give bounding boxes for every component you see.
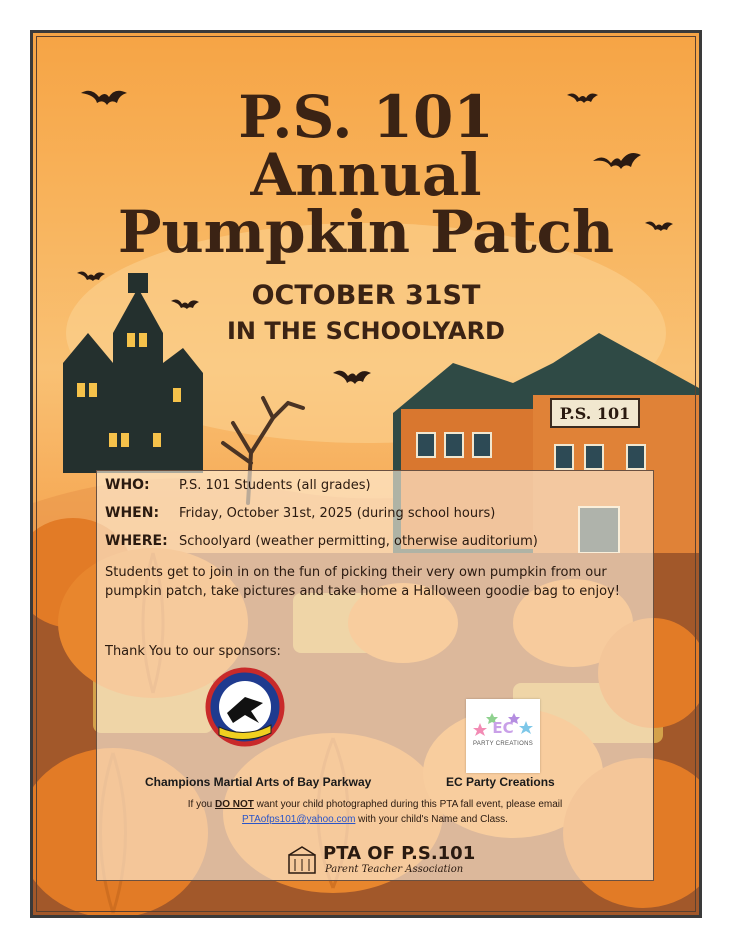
where-value: Schoolyard (weather permitting, otherwise auditorium) [179, 534, 538, 549]
title-line-1: P.S. 101 [238, 83, 494, 151]
when-label: WHEN: [105, 505, 160, 521]
who-value: P.S. 101 Students (all grades) [179, 478, 371, 493]
event-description: Students get to join in on the fun of picking their very own pumpkin from our pumpkin patch, take pictures and take home a Halloween goodie bag to enjoy! [105, 565, 620, 599]
notice-emphasis: DO NOT [215, 799, 254, 810]
title-line-3: Pumpkin Patch [117, 198, 615, 266]
notice-after: want your child photographed during this PTA fall event, please email [253, 799, 563, 810]
notice-tail: with your child's Name and Class. [355, 814, 508, 825]
school-sign: P.S. 101 [559, 404, 631, 423]
pta-subtitle: Parent Teacher Association [325, 864, 464, 875]
title-line-2: Annual [250, 141, 482, 209]
sponsors-heading: Thank You to our sponsors: [105, 644, 281, 659]
sponsor-2-name: EC Party Creations [446, 775, 555, 789]
sponsor-1-name: Champions Martial Arts of Bay Parkway [145, 775, 372, 789]
email-link[interactable]: PTAofps101@yahoo.com [242, 814, 356, 825]
who-row [105, 477, 371, 493]
pta-title: PTA OF P.S.101 [323, 843, 476, 864]
champions-martial-arts-logo [205, 667, 285, 747]
when-value: Friday, October 31st, 2025 (during school hours) [179, 506, 496, 521]
photo-notice [97, 797, 653, 827]
flyer-frame [30, 30, 702, 918]
ec-party-creations-logo [466, 699, 540, 773]
when-row [105, 505, 496, 521]
star-icons [466, 703, 540, 743]
where-label: WHERE: [105, 533, 168, 549]
event-date: OCTOBER 31ST [251, 280, 481, 311]
pta-logo [287, 843, 476, 877]
where-row [105, 533, 538, 549]
pta-seal-icon [287, 845, 317, 875]
ec-logo-text: PARTY CREATIONS [472, 741, 534, 747]
details-panel [96, 470, 654, 881]
ec-initials: EC [492, 719, 514, 737]
notice-before: If you [187, 799, 215, 810]
event-location: IN THE SCHOOLYARD [227, 317, 505, 345]
who-label: WHO: [105, 477, 150, 493]
